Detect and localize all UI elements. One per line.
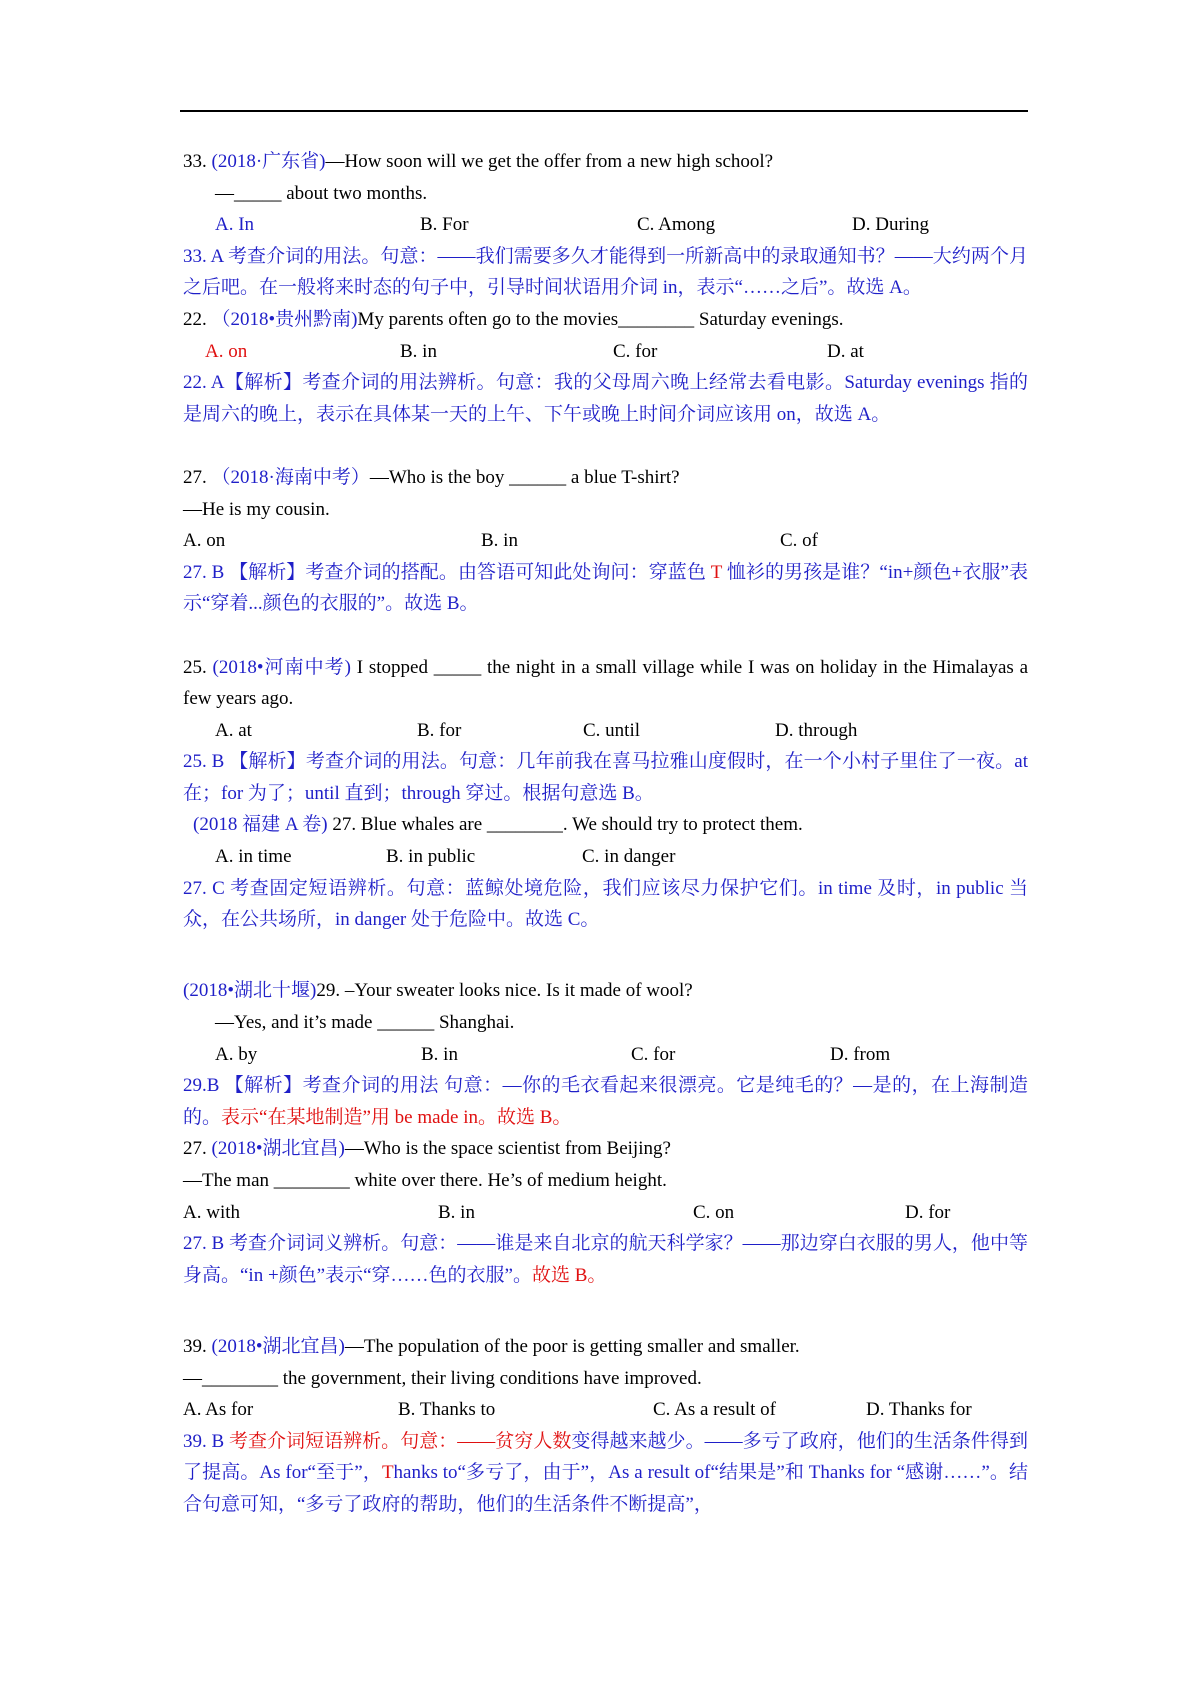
question-source: (2018 福建 A 卷) [193, 814, 328, 836]
answer-highlight: T [710, 561, 722, 583]
question-source: (2018•湖北宜昌) [211, 1335, 345, 1357]
options-row [183, 715, 1028, 747]
option-b: B. in [481, 530, 518, 552]
question-29-shiyan [183, 975, 1028, 1133]
answer-key: 25. B 【解析】 [183, 751, 306, 773]
option-a: A. in time [215, 846, 292, 868]
answer-text-cont: 变得越来越少。——多亏了政府，他们的生活条件得到了提高。As for“至于”， [183, 1430, 1028, 1484]
answer-highlight-2: T [381, 1462, 394, 1484]
question-39-yichang [183, 1331, 1028, 1521]
answer-text: 考查介词短语辨析。句意：——贫穷 [228, 1430, 534, 1452]
options-row [183, 1394, 1028, 1426]
option-a: A. at [215, 719, 252, 741]
answer-explanation [183, 241, 1028, 304]
question-number: 39. [183, 1335, 207, 1357]
answer-explanation [183, 1228, 1028, 1291]
option-a: A. As for [183, 1399, 254, 1421]
question-text: 29. –Your sweater looks nice. Is it made of wool? [316, 980, 693, 1002]
answer-text: 考查介词词义辨析。句意：——谁是来自北京的航天科学家？——那边穿白衣服的男人，他中等身高。“in +颜色”表示“穿……色的衣服”。 [183, 1233, 1028, 1286]
header-rule [180, 110, 1028, 112]
question-source: （2018•贵州黔南) [211, 308, 358, 330]
document-body [183, 146, 1028, 1521]
question-source: (2018•湖北十堰) [183, 980, 317, 1002]
option-a: A. on [205, 340, 248, 362]
options-row [183, 209, 1028, 241]
question-33-guangdong [183, 146, 1028, 304]
option-c: C. for [631, 1043, 676, 1065]
answer-text: 考查介词的用法。句意：——我们需要多久才能得到一所新高中的录取通知书？——大约两个月之后吧。在一般将来时态的句子中，引导时间状语用介词 in，表示“……之后”。故选 A。 [183, 245, 1028, 299]
option-b: B. for [417, 719, 462, 741]
question-source: (2018·广东省) [211, 151, 326, 172]
option-c: C. of [780, 530, 818, 552]
option-c: C. in danger [582, 846, 676, 868]
option-c: C. on [693, 1201, 735, 1223]
answer-key: 27. B 【解析】 [183, 561, 306, 583]
question-text: My parents often go to the movies________ Saturday evenings. [357, 308, 844, 330]
answer-explanation [183, 367, 1028, 430]
option-d: D. through [775, 719, 858, 741]
option-b: B. in public [386, 846, 476, 868]
question-text: I stopped _____ the night in a small village while I was on holiday in the Himalayas a few years ago. [183, 656, 1028, 710]
question-25-henan [183, 652, 1028, 810]
question-reply-line: —_____ about two months. [215, 182, 428, 204]
option-d: D. at [827, 340, 864, 362]
question-reply-line: —He is my cousin. [183, 498, 330, 520]
answer-text-cont: 恤衫的男孩是谁？“in+颜色+衣服”表示“穿着...颜色的衣服的”。故选 B。 [183, 561, 1028, 615]
option-a: A. with [183, 1201, 240, 1223]
options-row [183, 1197, 1028, 1229]
option-d: D. from [830, 1043, 891, 1065]
options-row [183, 841, 1028, 873]
question-22-guizhou [183, 304, 1028, 430]
answer-key: 27. C [183, 877, 231, 899]
answer-explanation [183, 1070, 1028, 1133]
question-27-fujian [183, 809, 1028, 935]
answer-explanation [183, 557, 1028, 620]
answer-highlight: 故选 B。 [531, 1264, 607, 1286]
question-27-yichang [183, 1133, 1028, 1291]
option-a: A. on [183, 530, 226, 552]
question-source: (2018•河南中考) [212, 656, 351, 678]
option-b: B. in [421, 1043, 458, 1065]
answer-explanation [183, 873, 1028, 936]
answer-key: 39. B [183, 1430, 229, 1452]
option-b: B. For [420, 214, 469, 236]
option-b: B. in [438, 1201, 475, 1223]
question-number: 25. [183, 656, 207, 678]
question-reply-line: —The man ________ white over there. He’s of medium height. [183, 1170, 667, 1191]
options-row [183, 525, 1028, 557]
question-reply-line: —________ the government, their living conditions have improved. [183, 1367, 702, 1389]
answer-text: 考查固定短语辨析。句意：蓝鲸处境危险，我们应该尽力保护它们。in time 及时，in public 当众，在公共场所，in danger 处于危险中。故选 C。 [183, 877, 1028, 931]
answer-highlight: 表示“在某地制造”用 be made in。故选 B。 [221, 1106, 572, 1128]
option-b: B. Thanks to [398, 1399, 496, 1421]
answer-text: 考查介词的搭配。由答语可知此处询问：穿蓝色 [305, 561, 711, 583]
question-27-hainan [183, 462, 1028, 620]
options-row [183, 336, 1028, 368]
answer-text: 考查介词的用法。句意：几年前我在喜马拉雅山度假时，在一个小村子里住了一夜。at 在；for 为了；until 直到；through 穿过。根据句意选 B。 [183, 751, 1028, 804]
question-text: —How soon will we get the offer from a new high school? [325, 151, 774, 172]
answer-text: 考查介词的用法辨析。句意：我的父母周六晚上经常去看电影。Saturday evenings 指的是周六的晚上，表示在具体某一天的上午、下午或晚上时间介词应该用 on，故选 A。 [183, 372, 1028, 425]
option-b: B. in [400, 340, 437, 362]
option-c: C. until [583, 719, 641, 741]
question-text: —Who is the boy ______ a blue T-shirt? [369, 466, 680, 488]
answer-key: 33. A [183, 245, 228, 267]
answer-key: 22. A【解析】 [183, 372, 303, 394]
question-number: 33. [183, 151, 207, 172]
answer-key: 27. B [183, 1233, 229, 1255]
question-text: —The population of the poor is getting smaller and smaller. [344, 1335, 800, 1357]
answer-explanation [183, 1426, 1028, 1521]
options-row [183, 1039, 1028, 1071]
question-source: (2018•湖北宜昌) [211, 1138, 345, 1160]
answer-text: 考查介词的用法 句意：—你的毛衣看起来很漂亮。它是纯毛的？—是的，在上海制造的。 [183, 1075, 1028, 1128]
option-c: C. Among [637, 214, 716, 236]
option-c: C. for [613, 340, 658, 362]
question-number: 22. [183, 308, 207, 330]
question-text: 27. Blue whales are ________. We should try to protect them. [327, 814, 803, 836]
question-text: —Who is the space scientist from Beijing? [344, 1138, 671, 1160]
option-a: A. by [215, 1043, 258, 1065]
option-d: D. During [852, 214, 930, 236]
question-source: （2018·海南中考） [211, 466, 370, 488]
option-d: D. for [905, 1201, 951, 1223]
answer-text-end: hanks to“多亏了，由于”，As a result of“结果是”和 Thanks for “感谢……”。结合句意可知，“多亏了政府的帮助，他们的生活条件不断提高”， [183, 1462, 1028, 1515]
option-d: D. Thanks for [866, 1399, 972, 1421]
option-a: A. In [215, 214, 255, 236]
question-number: 27. [183, 466, 207, 488]
question-number: 27. [183, 1138, 207, 1160]
question-reply-line: —Yes, and it’s made ______ Shanghai. [215, 1012, 515, 1034]
option-c: C. As a result of [653, 1399, 776, 1421]
answer-highlight: 人数 [533, 1430, 572, 1452]
answer-explanation [183, 746, 1028, 809]
answer-key: 29.B 【解析】 [183, 1075, 303, 1097]
